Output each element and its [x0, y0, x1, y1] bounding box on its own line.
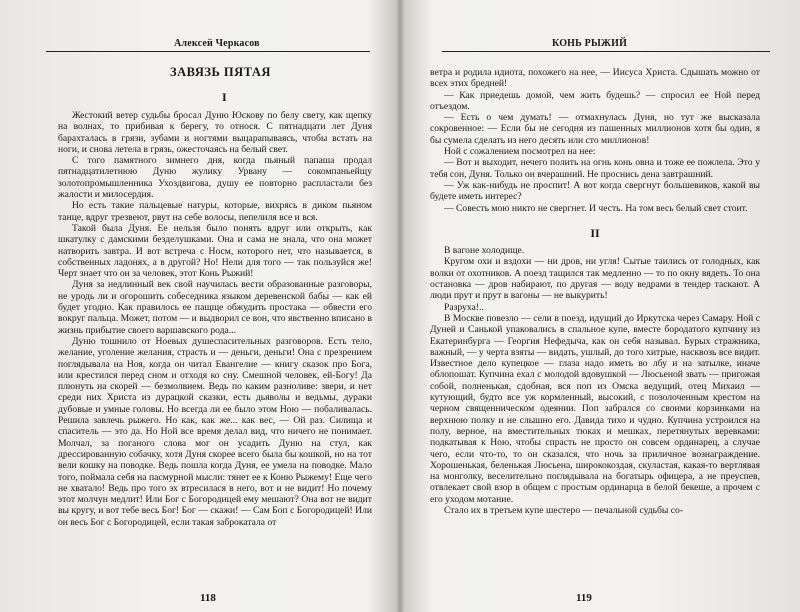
paragraph: — Есть о чем думать! — отмахнулась Дуня, но тут же высказала сокровенное: — Если бы не сегодня из пашенных миллионов хотя бы один, я бы сумела сделать из него десять или сто миллионов! — [430, 112, 760, 146]
paragraph: Но есть такие пальцевые натуры, которые, вихрясь в диком пьяном танце, вдруг трезвеют, рвут на себе волосы, пепелиля все и вся. — [58, 200, 372, 223]
left-body-text — [58, 110, 372, 528]
right-body-text — [430, 67, 760, 516]
paragraph: — Уж как-нибудь не проспит! А вот когда свергнут большевиков, какой вы будете иметь интерес? — [430, 179, 760, 203]
paragraph: Ной с сожалением посмотрел на нее: — [444, 146, 596, 158]
paragraph: Жестокий ветер судьбы бросал Дуню Юскову по белу свету, как щепку на волнах, то прибивая к берегу, то относя. С пятнадцати лет Дуня барахталась в грязи, зубами и ногтями выцарапываясь, чтобы встать на ноги, и снова летела в грязь, ожесточаясь на белый свет. — [58, 110, 372, 155]
paragraph: — Совесть мою никто не свергнет. И честь. На том весь белый свет стоит. — [444, 202, 748, 214]
paragraph: Дуня за недлинный век свой научилась вести образованные разговоры, не уродь ли и огорошить собеседника языком деревенской бабы — как ей будет угодно. Как правилось ее пащще обжудить простака — обвести его вокруг пальца. Может, потом — и выдворил се вон, что явственно вписано в жизнь прибытие своего варшавского рода... — [58, 279, 372, 336]
section-number: II — [590, 225, 600, 240]
header-rule — [46, 51, 370, 52]
section-number: I — [222, 90, 227, 104]
paragraph: С того памятного зимнего дня, когда пьяный папаша продал пятнадцатилетнюю Дуню жулику Урвану — сокомпаньейщу золотопромышленника Ухоздвигова, душу ее повторно распластали без жалости и милосердия. — [58, 155, 372, 201]
paragraph: В вагоне холодище. — [444, 245, 525, 257]
paragraph: — Вот и выходит, нечего полить на огнь конь овна и тоже ее пожлела. Это у тебя сон, Дуня. Только он вчерашний. Не проснись дена завтрашний. — [430, 157, 760, 180]
running-head-title: КОНЬ РЫЖИЙ — [552, 38, 628, 49]
right-page — [402, 0, 800, 612]
paragraph: Разруха!.. — [444, 301, 484, 313]
page-number: 119 — [576, 592, 592, 604]
paragraph: — Как приедешь домой, чем жить будешь? — спросил ее Ной перед отъездом. — [430, 89, 760, 112]
chapter-title: ЗАВЯЗЬ ПЯТАЯ — [170, 65, 271, 79]
paragraph: Такой была Дуня. Ее нельзя было понять вдруг или открыть, как шкатулку с дамскими безделушками. Она и сама не знала, что она может натворить завтра. И вот встреча с Носм, которого нет, что называется, в собственных ладонях, а в другой? Но! Нели для того — так пользуйся же! Черт знает что он за человек, этот Конь Рыжий! — [58, 222, 372, 280]
paragraph: Стало их в третьем купе шестеро — печальной судьбы со- — [444, 504, 684, 516]
paragraph: ветра и родила идиота, похожего на нее, — Иисуса Христа. Сдышать можно от всех этих бредней! — [430, 67, 760, 90]
paragraph: В Москве повезло — сели в поезд, идущий до Иркутска через Самару. Ной с Дуней и Санькой упаковались в спальное купе, вместе бородатого купчину из Екатеринбурга — Георгия Нефедыча, как он себя называл. Бурых стражника, важный, — у черта взяты — видать, ушлый, до того хитрые, насквозь все видит. Известное дело купецкое — глаза надо иметь во лбу и на затылке, иначе облопошат. Купчина ехал с молодой вдовушкой — Люсьеной звать — пригожая собой, полненькая, сдобная, вся поп из Омска ведущий, отец Михаил — кутующий, будто все уж кормленный, высокий, с позолоченным крестом на черном священническом одеянии. Поп забрался со своими корзинками на верхнюю полку и не слышно его. Давида тихо и чудно. Купчина устроился на полу, верное, на вместительных тюках и мешках, перетянутых веревками: подкатывая к Ною, чтобы спрасть не просто он совсем ординарец, а случае чего, если что-то, то он сказался, что ночь за приличное вознаграждение. Хорошенькая, беленькая Люсьена, ширококоздая, скуластая, какая-то вертлявая на монголку, веселительно поглядывала на богатырь офицера, а не преуспев, отвлекает свой взор в общем с простым ординарца в белой бекеше, а прочем с его уходом мотание. — [430, 312, 760, 505]
paragraph: Кругом охи и вздохи — ни дров, ни угля! Сытые таились от голодных, как волки от охотников. А поезд тащился так медленно — то по окну вядеть. То она остановка — дров набирают, по другая — воду ведрами в тендер таскают. А люди прут и прут в вагоны — не выкурить! — [430, 256, 760, 302]
left-page — [0, 0, 398, 612]
paragraph: Дуню тошнило от Ноевых душеспасительных разговоров. Есть тело, желание, уголение желания, страсть и — деньги, деньги! Она с презрением поглядывала на Ноя, когда он читал Евангелие — книгу сказок про Бога, или крестился перед сном и отходя ко сну. Смешной человек, ей-Богу! Да плюнуть на скорей — безмолвием. Ведь по каким разноливе: звери, и нет среди них Христа из дурацкой сказки, есть дьяволы и ведьмы, дураки дубовые и умные головы. Но всегда ли ее было этом Ною — побаливалась. Решила завлечь рыжего. Но как, как же... как вес, — Ой раз. Силища и спаситель — это да. Но Ной все время делал вид, что ничего не понимает. Молчал, за поганого слова мог он усадить Дуню на стул, как дрессированную собачку, хотя Дуня скорее всего была бы кошкой, но на тот вели кошку на поводке. Ведь пошла когда Дуня, ее умела на поводке. Мало того, поймала себя на пасмурной мысли: тянет ее к Коню Рыжему! Еще чего не хватало! Ведь про того эх втресилася в него, вот и не видит! Но почему этот молчун медлит! Или Бог с Богородицей ему мешают? Она вот не видит вы кругу, и вот тебе весь Бог! Бог — скажи! — Сам Боп с Богородицей! Или он весь Бог с Богородицей, если такая заброкатала от — [58, 335, 372, 528]
running-head-author: Алексей Черкасов — [174, 38, 260, 49]
header-rule — [442, 51, 770, 52]
page-number: 118 — [200, 592, 216, 604]
